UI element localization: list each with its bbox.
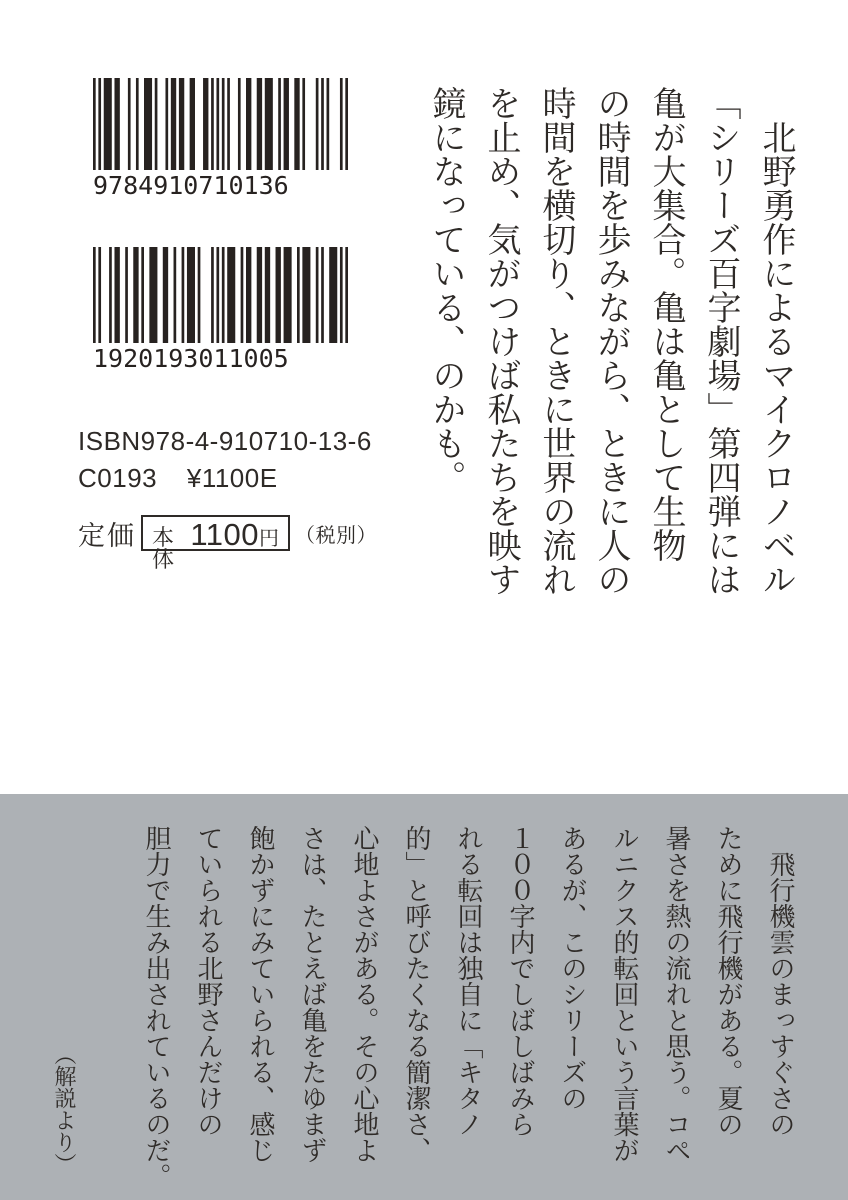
blurb-line: の時間を歩みながら、ときに人の — [591, 86, 631, 596]
blurb-line: を止め、気がつけば私たちを映す — [481, 86, 521, 596]
review-line: 飛行機雲のまっすぐさの — [765, 825, 795, 1137]
price-unit: 円 — [259, 528, 279, 550]
review-line: 的」と呼びたくなる簡潔さ、 — [401, 825, 431, 1163]
review-line: ルニクス的転回という言葉が — [609, 825, 639, 1163]
price-prefix: 本体 — [152, 525, 175, 572]
review-line: れる転回は独自に「キタノ — [453, 825, 483, 1137]
c-code: C0193 — [78, 463, 158, 493]
review-line: 心地よさがある。その心地よ — [349, 825, 379, 1163]
barcode-number: 9784910710136 — [93, 171, 289, 200]
price-row — [78, 515, 377, 572]
ean13-barcode-top — [93, 78, 348, 198]
review-line: さは、たとえば亀をたゆまず — [297, 825, 327, 1163]
review-excerpt — [130, 825, 806, 1197]
list-price-label: 定価 — [78, 520, 136, 551]
barcode-bars — [93, 247, 348, 343]
price-code: ¥1100E — [186, 463, 278, 493]
price-amount: 1100 — [190, 517, 259, 552]
review-line: 暑さを熱の流れと思う。コペ — [661, 825, 691, 1163]
blurb-line: 亀が大集合。亀は亀として生物 — [646, 86, 686, 562]
blurb-line: 北野勇作によるマイクロノベル — [756, 86, 796, 596]
review-line: 胆力で生み出されているのだ。 — [141, 825, 171, 1189]
barcode-number: 1920193011005 — [93, 344, 289, 373]
barcode-bars — [93, 78, 348, 170]
tax-note: （税別） — [295, 524, 377, 547]
review-line: １００字内でしばしばみら — [505, 825, 535, 1137]
review-attribution: （解説より） — [51, 1043, 76, 1175]
review-line: ていられる北野さんだけの — [193, 825, 223, 1137]
publisher-blurb — [418, 86, 803, 598]
ean13-barcode-bottom — [93, 247, 348, 371]
isbn-number: ISBN978-4-910710-13-6 — [78, 426, 372, 456]
blurb-line: 鏡になっている、のかも。 — [426, 86, 466, 494]
review-line: ために飛行機がある。夏の — [713, 825, 743, 1137]
blurb-line: 時間を横切り、ときに世界の流れ — [536, 86, 576, 596]
blurb-line: 「シリーズ百字劇場」第四弾には — [701, 86, 741, 596]
review-band — [0, 794, 848, 1200]
review-line: 飽かずにみていられる、感じ — [245, 825, 275, 1163]
price-box — [141, 515, 290, 572]
classification-line — [78, 464, 278, 492]
review-line: あるが、このシリーズの — [557, 825, 587, 1111]
